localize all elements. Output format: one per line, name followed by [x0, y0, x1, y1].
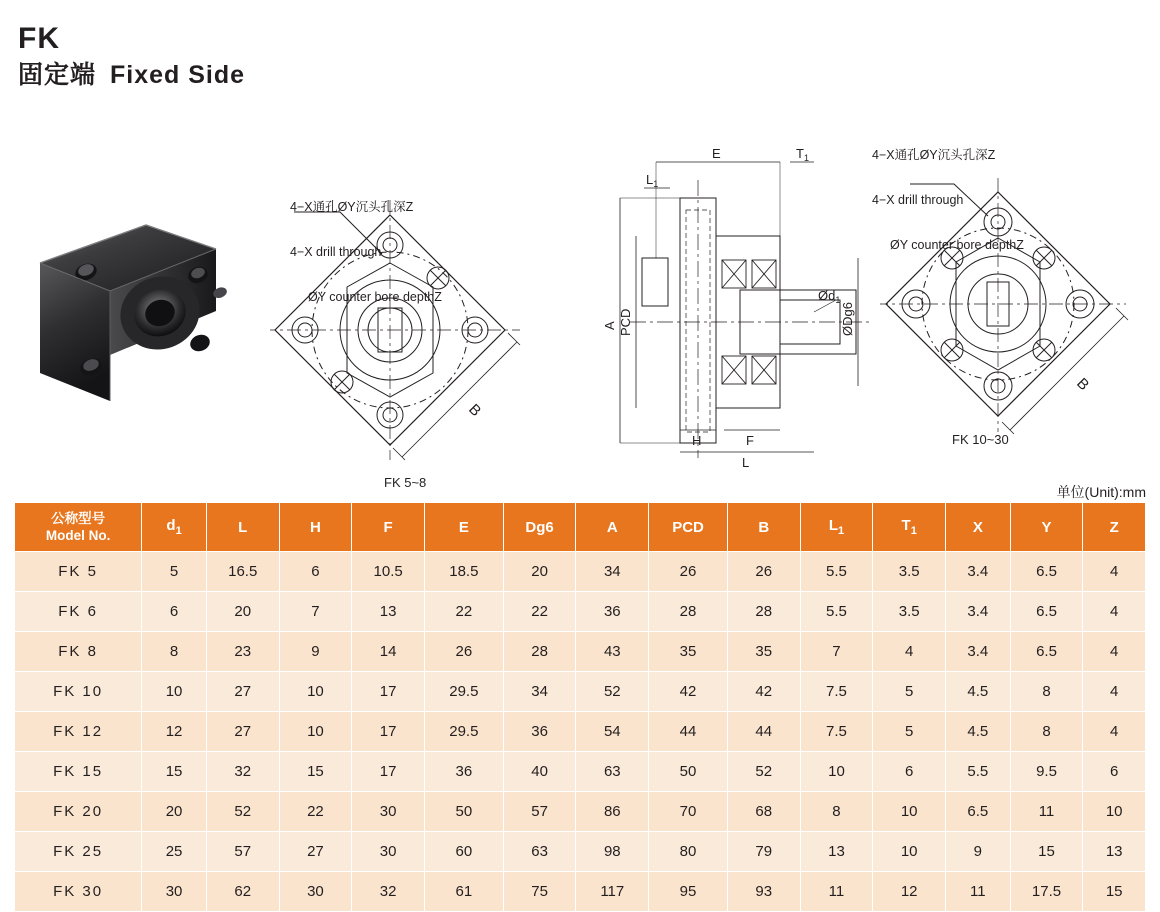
table-cell: 6.5 [1010, 552, 1083, 592]
table-cell: 27 [279, 832, 352, 872]
table-cell: 44 [727, 712, 800, 752]
table-cell: 20 [142, 792, 207, 832]
dim-b-left: B [465, 400, 485, 420]
table-cell: 40 [503, 752, 576, 792]
table-cell: 26 [424, 632, 503, 672]
table-cell: 27 [206, 712, 279, 752]
cell-model: FK 20 [15, 792, 142, 832]
table-cell: 57 [206, 832, 279, 872]
table-cell: 22 [279, 792, 352, 832]
table-row [15, 712, 1146, 752]
table-cell: 63 [576, 752, 649, 792]
col-model-en: Model No. [45, 528, 111, 543]
table-cell: 14 [352, 632, 425, 672]
dim-b-right: B [1073, 374, 1093, 394]
table-cell: 4 [873, 632, 946, 672]
table-cell: 61 [424, 872, 503, 912]
table-cell: 80 [649, 832, 728, 872]
table-cell: 32 [352, 872, 425, 912]
table-cell: 17 [352, 672, 425, 712]
table-cell: 29.5 [424, 712, 503, 752]
table-cell: 28 [649, 592, 728, 632]
table-cell: 98 [576, 832, 649, 872]
col-l1 [800, 503, 873, 552]
dim-d1: $Ød_1$ [818, 288, 841, 305]
table-cell: 117 [576, 872, 649, 912]
table-cell: 57 [503, 792, 576, 832]
table-cell: 5.5 [946, 752, 1011, 792]
caption-fk10-30: FK 10~30 [952, 432, 1009, 447]
table-cell: 28 [503, 632, 576, 672]
title-code: FK [18, 22, 60, 55]
table-cell: 36 [576, 592, 649, 632]
table-cell: 17 [352, 712, 425, 752]
table-cell: 10.5 [352, 552, 425, 592]
dim-h: H [692, 433, 702, 448]
table-cell: 52 [576, 672, 649, 712]
col-b: B [727, 503, 800, 552]
table-cell: 6.5 [1010, 632, 1083, 672]
table-cell: 6 [142, 592, 207, 632]
cell-model: FK 6 [15, 592, 142, 632]
table-cell: 22 [503, 592, 576, 632]
table-cell: 30 [142, 872, 207, 912]
table-cell: 6 [279, 552, 352, 592]
table-row [15, 552, 1146, 592]
col-d1 [142, 503, 207, 552]
table-cell: 10 [873, 792, 946, 832]
table-cell: 54 [576, 712, 649, 752]
table-cell: 15 [279, 752, 352, 792]
table-cell: 5 [873, 712, 946, 752]
table-cell: 75 [503, 872, 576, 912]
table-cell: 7 [279, 592, 352, 632]
dim-dg6: ØDg6 [840, 302, 855, 336]
note-left-en2: ØY counter bore depthZ [308, 290, 442, 304]
table-cell: 17 [352, 752, 425, 792]
col-d1-sub: 1 [175, 525, 182, 537]
table-cell: 17.5 [1010, 872, 1083, 912]
table-cell: 11 [1010, 792, 1083, 832]
col-z: Z [1083, 503, 1146, 552]
table-cell: 30 [352, 832, 425, 872]
table-cell: 8 [142, 632, 207, 672]
col-t1-main: T [901, 517, 911, 534]
table-cell: 10 [1083, 792, 1146, 832]
table-cell: 23 [206, 632, 279, 672]
table-cell: 35 [649, 632, 728, 672]
col-l: L [206, 503, 279, 552]
table-cell: 7.5 [800, 672, 873, 712]
table-cell: 13 [1083, 832, 1146, 872]
dim-l1: $L_1$ [646, 172, 659, 189]
table-cell: 26 [727, 552, 800, 592]
table-cell: 7.5 [800, 712, 873, 752]
table-cell: 93 [727, 872, 800, 912]
table-cell: 15 [1010, 832, 1083, 872]
cell-model: FK 8 [15, 632, 142, 672]
table-cell: 62 [206, 872, 279, 912]
table-cell: 12 [142, 712, 207, 752]
col-model-cn: 公称型号 [51, 511, 106, 526]
table-cell: 32 [206, 752, 279, 792]
col-l1-main: L [828, 517, 838, 534]
table-row [15, 672, 1146, 712]
table-cell: 79 [727, 832, 800, 872]
table-cell: 30 [279, 872, 352, 912]
table-cell: 9 [946, 832, 1011, 872]
drawing-section [600, 140, 880, 470]
table-cell: 63 [503, 832, 576, 872]
table-cell: 13 [352, 592, 425, 632]
table-cell: 15 [142, 752, 207, 792]
col-d1-main: d [166, 517, 176, 534]
dim-pcd: PCD [618, 308, 633, 336]
table-cell: 3.4 [946, 552, 1011, 592]
table-cell: 30 [352, 792, 425, 832]
table-body [15, 552, 1146, 912]
table-cell: 4 [1083, 632, 1146, 672]
table-cell: 86 [576, 792, 649, 832]
table-cell: 9 [279, 632, 352, 672]
table-cell: 22 [424, 592, 503, 632]
table-cell: 3.5 [873, 592, 946, 632]
dim-t1: $T_1$ [796, 146, 809, 163]
table-row [15, 752, 1146, 792]
table-cell: 16.5 [206, 552, 279, 592]
note-right-en2: ØY counter bore depthZ [890, 238, 1024, 252]
col-l1-sub: 1 [837, 525, 845, 537]
table-cell: 8 [1010, 672, 1083, 712]
title-subtitle [18, 58, 245, 92]
table-cell: 13 [800, 832, 873, 872]
dim-e: E [712, 146, 721, 161]
spec-table-element [14, 502, 1146, 912]
table-cell: 8 [800, 792, 873, 832]
cell-model: FK 25 [15, 832, 142, 872]
col-pcd: PCD [649, 503, 728, 552]
table-cell: 10 [279, 712, 352, 752]
note-left-cn: 4−X通孔ØY沉头孔深Z [290, 200, 414, 214]
table-cell: 42 [727, 672, 800, 712]
page-title [18, 22, 245, 92]
table-cell: 6 [873, 752, 946, 792]
table-cell: 5 [142, 552, 207, 592]
table-cell: 68 [727, 792, 800, 832]
col-y: Y [1010, 503, 1083, 552]
cell-model: FK 5 [15, 552, 142, 592]
table-row [15, 792, 1146, 832]
note-right [872, 118, 1024, 283]
product-photo [28, 215, 228, 410]
col-a: A [576, 503, 649, 552]
table-cell: 12 [873, 872, 946, 912]
spec-table [14, 502, 1146, 912]
table-cell: 10 [873, 832, 946, 872]
table-row [15, 592, 1146, 632]
table-cell: 6 [1083, 752, 1146, 792]
table-cell: 52 [206, 792, 279, 832]
table-cell: 15 [1083, 872, 1146, 912]
table-cell: 5.5 [800, 592, 873, 632]
dim-l: L [742, 455, 750, 470]
table-cell: 4 [1083, 592, 1146, 632]
table-cell: 34 [503, 672, 576, 712]
table-cell: 10 [800, 752, 873, 792]
cell-model: FK 12 [15, 712, 142, 752]
table-cell: 50 [649, 752, 728, 792]
col-dg6: Dg6 [503, 503, 576, 552]
note-left [290, 170, 442, 335]
table-cell: 4 [1083, 672, 1146, 712]
col-h: H [279, 503, 352, 552]
table-cell: 3.4 [946, 632, 1011, 672]
table-row [15, 832, 1146, 872]
table-header [15, 503, 1146, 552]
table-cell: 10 [142, 672, 207, 712]
table-cell: 3.4 [946, 592, 1011, 632]
table-cell: 20 [503, 552, 576, 592]
table-cell: 60 [424, 832, 503, 872]
table-cell: 6.5 [1010, 592, 1083, 632]
table-cell: 27 [206, 672, 279, 712]
table-cell: 95 [649, 872, 728, 912]
table-cell: 6.5 [946, 792, 1011, 832]
title-en: Fixed Side [110, 61, 246, 89]
col-x: X [946, 503, 1011, 552]
table-cell: 5.5 [800, 552, 873, 592]
table-cell: 25 [142, 832, 207, 872]
dim-f: F [746, 433, 754, 448]
table-cell: 7 [800, 632, 873, 672]
note-right-en1: 4−X drill through [872, 193, 964, 207]
table-cell: 4.5 [946, 672, 1011, 712]
title-cn: 固定端 [18, 61, 97, 89]
table-cell: 42 [649, 672, 728, 712]
col-e: E [424, 503, 503, 552]
col-t1 [873, 503, 946, 552]
table-cell: 34 [576, 552, 649, 592]
caption-fk5-8: FK 5~8 [384, 475, 427, 490]
table-cell: 26 [649, 552, 728, 592]
table-cell: 3.5 [873, 552, 946, 592]
table-header-row [15, 503, 1146, 552]
table-cell: 8 [1010, 712, 1083, 752]
table-cell: 50 [424, 792, 503, 832]
unit-label: 单位(Unit):mm [1056, 484, 1146, 500]
table-cell: 36 [424, 752, 503, 792]
cell-model: FK 15 [15, 752, 142, 792]
table-cell: 11 [800, 872, 873, 912]
col-f: F [352, 503, 425, 552]
table-cell: 10 [279, 672, 352, 712]
cell-model: FK 10 [15, 672, 142, 712]
table-cell: 52 [727, 752, 800, 792]
table-cell: 36 [503, 712, 576, 752]
cell-model: FK 30 [15, 872, 142, 912]
table-cell: 4 [1083, 712, 1146, 752]
dim-a: A [602, 321, 617, 330]
table-cell: 28 [727, 592, 800, 632]
table-cell: 11 [946, 872, 1011, 912]
table-cell: 9.5 [1010, 752, 1083, 792]
table-cell: 29.5 [424, 672, 503, 712]
table-cell: 35 [727, 632, 800, 672]
table-row [15, 632, 1146, 672]
table-cell: 5 [873, 672, 946, 712]
table-cell: 20 [206, 592, 279, 632]
table-cell: 4 [1083, 552, 1146, 592]
table-cell: 4.5 [946, 712, 1011, 752]
table-cell: 43 [576, 632, 649, 672]
table-cell: 70 [649, 792, 728, 832]
note-left-en1: 4−X drill through [290, 245, 382, 259]
note-right-cn: 4−X通孔ØY沉头孔深Z [872, 148, 996, 162]
table-cell: 18.5 [424, 552, 503, 592]
table-cell: 44 [649, 712, 728, 752]
col-model [15, 503, 142, 552]
col-t1-sub: 1 [910, 525, 917, 537]
